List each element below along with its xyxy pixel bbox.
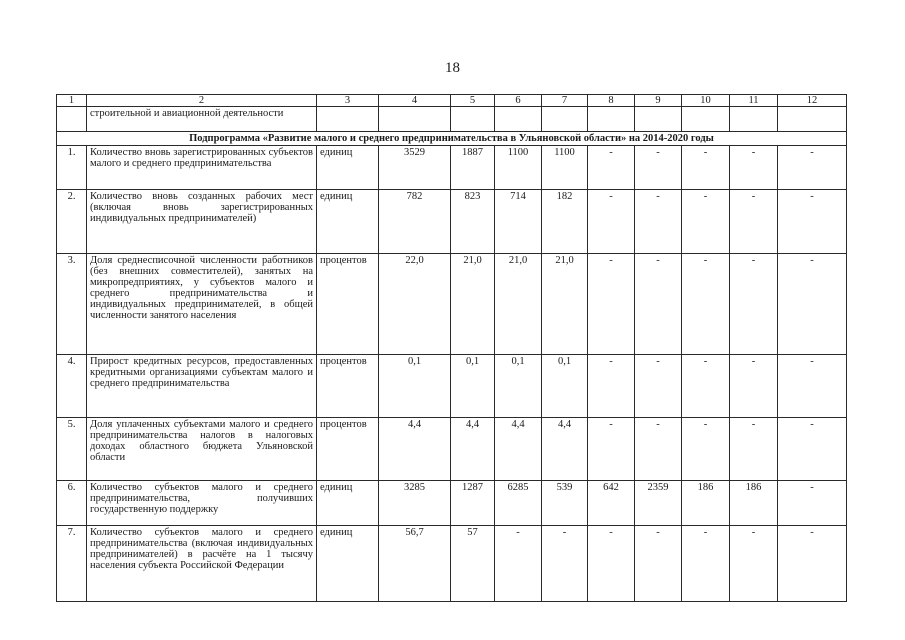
row-number-cell: 2. — [57, 190, 87, 254]
value-cell: 642 — [588, 481, 635, 526]
table-row — [57, 355, 847, 418]
table-row — [57, 481, 847, 526]
value-cell: - — [778, 481, 847, 526]
row-number-cell: 5. — [57, 418, 87, 481]
value-cell: - — [730, 146, 778, 190]
value-cell: - — [635, 190, 682, 254]
value-cell: 782 — [379, 190, 451, 254]
subprogram-row — [57, 132, 847, 146]
value-cell: 57 — [451, 526, 495, 602]
value-cell: 539 — [542, 481, 588, 526]
table-row — [57, 526, 847, 602]
value-cell: 714 — [495, 190, 542, 254]
unit-cell: процентов — [317, 418, 379, 481]
column-header-row — [57, 95, 847, 107]
row-number-cell: 1. — [57, 146, 87, 190]
table-row — [57, 418, 847, 481]
value-cell: - — [778, 418, 847, 481]
table-row — [57, 254, 847, 355]
value-cell: - — [635, 526, 682, 602]
value-cell: - — [682, 146, 730, 190]
value-cell: 186 — [730, 481, 778, 526]
value-cell: - — [778, 190, 847, 254]
value-cell: - — [730, 254, 778, 355]
row-number-cell: 3. — [57, 254, 87, 355]
column-header: 4 — [379, 95, 451, 107]
value-cell — [451, 107, 495, 132]
value-cell: 1100 — [542, 146, 588, 190]
value-cell: 21,0 — [451, 254, 495, 355]
unit-cell: процентов — [317, 355, 379, 418]
value-cell — [495, 107, 542, 132]
column-header: 2 — [87, 95, 317, 107]
page-number: 18 — [445, 60, 460, 76]
value-cell: - — [635, 146, 682, 190]
unit-cell — [317, 107, 379, 132]
value-cell: - — [588, 355, 635, 418]
value-cell: - — [635, 254, 682, 355]
value-cell: 4,4 — [451, 418, 495, 481]
column-header: 5 — [451, 95, 495, 107]
unit-cell: единиц — [317, 146, 379, 190]
value-cell: - — [635, 355, 682, 418]
value-cell: - — [730, 355, 778, 418]
value-cell: - — [778, 146, 847, 190]
row-description: Количество вновь зарегистрированных субъектов малого и среднего предпринимательства — [87, 146, 317, 190]
value-cell: - — [635, 418, 682, 481]
value-cell: - — [588, 526, 635, 602]
value-cell: 4,4 — [542, 418, 588, 481]
value-cell: 4,4 — [379, 418, 451, 481]
row-description: Доля уплаченных субъектами малого и среднего предпринимательства налогов в налоговых доходах областного бюджета Ульяновской области — [87, 418, 317, 481]
value-cell: - — [682, 355, 730, 418]
table-row — [57, 190, 847, 254]
unit-cell: единиц — [317, 526, 379, 602]
value-cell — [635, 107, 682, 132]
row-number-cell: 7. — [57, 526, 87, 602]
row-description: Количество субъектов малого и среднего предпринимательства (включая индивидуальных предпринимателей) в расчёте на 1 тысячу населения субъекта Российской Федерации — [87, 526, 317, 602]
value-cell: - — [682, 254, 730, 355]
indicators-table — [56, 94, 847, 602]
value-cell: 0,1 — [451, 355, 495, 418]
subprogram-title: Подпрограмма «Развитие малого и среднего предпринимательства в Ульяновской области» на 2014-2020 годы — [57, 132, 847, 146]
value-cell — [730, 107, 778, 132]
value-cell — [542, 107, 588, 132]
value-cell: 2359 — [635, 481, 682, 526]
value-cell: - — [778, 526, 847, 602]
value-cell: 6285 — [495, 481, 542, 526]
column-header: 3 — [317, 95, 379, 107]
column-header: 8 — [588, 95, 635, 107]
row-description: Прирост кредитных ресурсов, предоставленных кредитными организациями субъектам малого и среднего предпринимательства — [87, 355, 317, 418]
unit-cell: процентов — [317, 254, 379, 355]
value-cell: - — [682, 190, 730, 254]
column-header: 7 — [542, 95, 588, 107]
value-cell: - — [588, 254, 635, 355]
value-cell: - — [588, 146, 635, 190]
column-header: 10 — [682, 95, 730, 107]
value-cell: 3529 — [379, 146, 451, 190]
value-cell: - — [588, 418, 635, 481]
value-cell: - — [778, 254, 847, 355]
value-cell: 186 — [682, 481, 730, 526]
value-cell: - — [682, 418, 730, 481]
value-cell: - — [542, 526, 588, 602]
value-cell: 1887 — [451, 146, 495, 190]
value-cell: 182 — [542, 190, 588, 254]
value-cell — [588, 107, 635, 132]
row-description: строительной и авиационной деятельности — [87, 107, 317, 132]
value-cell: 1287 — [451, 481, 495, 526]
value-cell: 1100 — [495, 146, 542, 190]
column-header: 6 — [495, 95, 542, 107]
column-header: 9 — [635, 95, 682, 107]
value-cell: - — [730, 418, 778, 481]
value-cell: - — [778, 355, 847, 418]
value-cell: 0,1 — [379, 355, 451, 418]
value-cell: 21,0 — [495, 254, 542, 355]
value-cell: 4,4 — [495, 418, 542, 481]
table-row — [57, 146, 847, 190]
value-cell: 0,1 — [542, 355, 588, 418]
row-description: Количество вновь созданных рабочих мест (включая вновь зарегистрированных индивидуальных предпринимателей) — [87, 190, 317, 254]
value-cell: 22,0 — [379, 254, 451, 355]
row-number-cell — [57, 107, 87, 132]
row-description: Доля среднесписочной численности работников (без внешних совместителей), занятых на микропредприятиях, у субъектов малого и среднего предпринимательства и индивидуальных предпринимателей, в общей численности занятого населения — [87, 254, 317, 355]
value-cell — [682, 107, 730, 132]
value-cell: - — [682, 526, 730, 602]
unit-cell: единиц — [317, 481, 379, 526]
row-number-cell: 4. — [57, 355, 87, 418]
value-cell: - — [730, 190, 778, 254]
column-header: 12 — [778, 95, 847, 107]
value-cell: 823 — [451, 190, 495, 254]
value-cell: 56,7 — [379, 526, 451, 602]
column-header: 1 — [57, 95, 87, 107]
value-cell: 0,1 — [495, 355, 542, 418]
value-cell: - — [588, 190, 635, 254]
row-description: Количество субъектов малого и среднего предпринимательства, получивших государственную поддержку — [87, 481, 317, 526]
value-cell: - — [495, 526, 542, 602]
row-number-cell: 6. — [57, 481, 87, 526]
table-body — [57, 95, 847, 602]
column-header: 11 — [730, 95, 778, 107]
value-cell: 21,0 — [542, 254, 588, 355]
value-cell: - — [730, 526, 778, 602]
unit-cell: единиц — [317, 190, 379, 254]
value-cell — [778, 107, 847, 132]
continuation-row — [57, 107, 847, 132]
value-cell: 3285 — [379, 481, 451, 526]
value-cell — [379, 107, 451, 132]
